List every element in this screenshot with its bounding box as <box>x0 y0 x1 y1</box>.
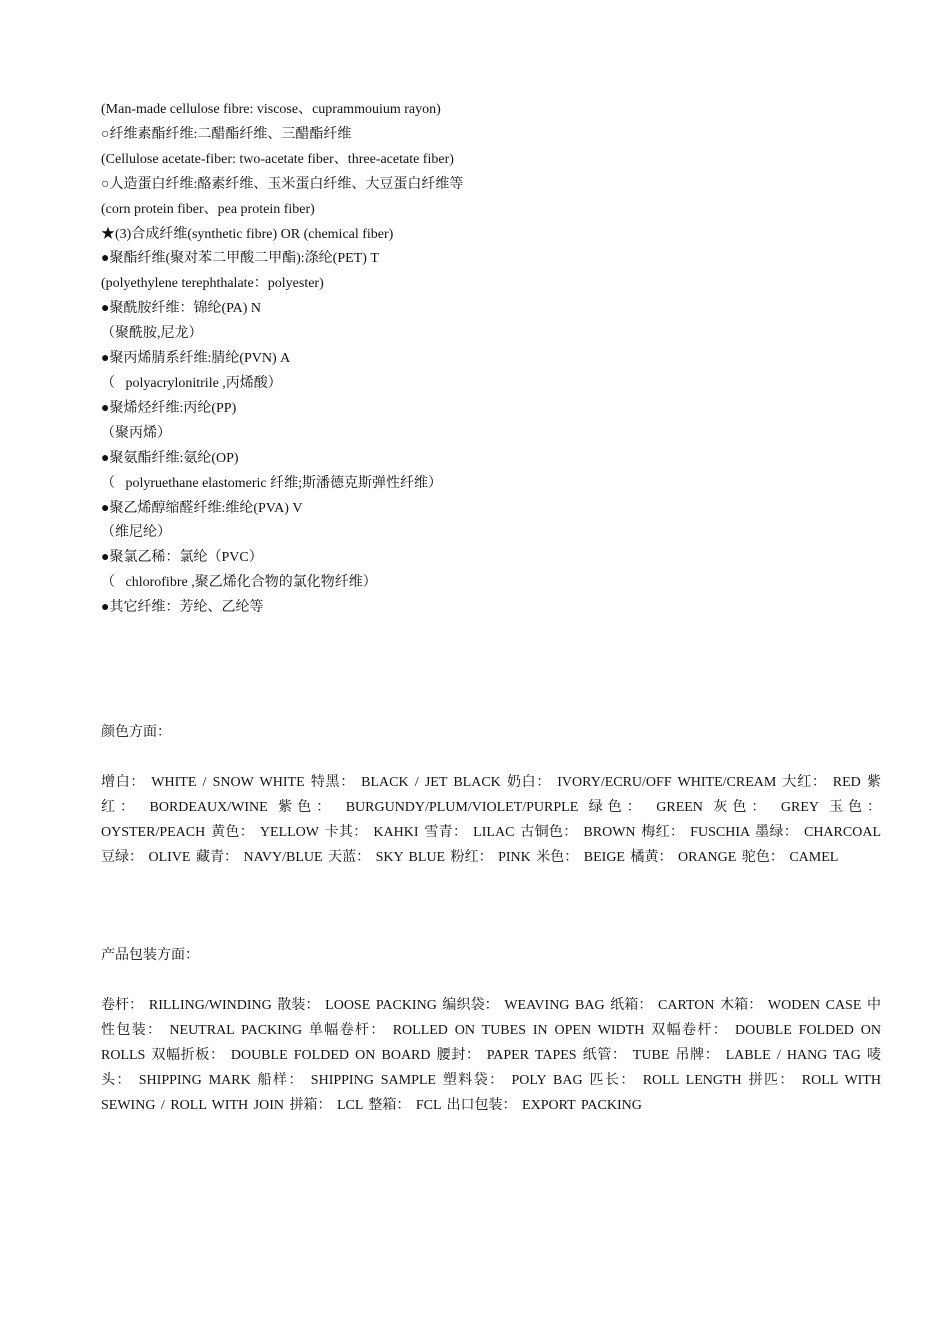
fibre-line: （ polyruethane elastomeric 纤维;斯潘德克斯弹性纤维） <box>101 475 442 491</box>
fibre-line: ●聚丙烯腈系纤维:腈纶(PVN) A <box>101 351 291 367</box>
fibre-line: （ polyacrylonitrile ,丙烯酸） <box>101 375 282 391</box>
fibre-line: ●聚氯乙稀：氯纶（PVC） <box>101 550 263 566</box>
fibre-line: (Cellulose acetate-fiber: two-acetate fiber、three-acetate fiber) <box>101 151 454 167</box>
document-page <box>101 98 881 1119</box>
blank-line <box>101 746 881 771</box>
colors-section <box>101 721 881 870</box>
fibre-line: ○人造蛋白纤维:酪素纤维、玉米蛋白纤维、大豆蛋白纤维等 <box>101 176 464 192</box>
section-gap <box>101 621 881 721</box>
packing-heading: 产品包装方面： <box>101 948 199 964</box>
fibre-line: ●聚酯纤维(聚对苯二甲酸二甲酯):涤纶(PET) T <box>101 251 379 267</box>
packing-paragraph: 卷杆： RILLING/WINDING 散装： LOOSE PACKING 编织袋： WEAVING BAG 纸箱： CARTON 木箱： WODEN CASE 中性包装： NEUTRAL PACKING 单幅卷杆： ROLLED ON TUBES IN OPEN WIDTH 双幅卷杆： DOUBLE FOLDED ON ROLLS 双幅折板： DOUBLE FOLDED ON BOARD 腰封： PAPER TAPES 纸管： TUBE 吊牌： LABLE / HANG TAG 唛头： SHIPPING MARK 船样： SHIPPING SAMPLE 塑料袋： POLY BAG 匹长： ROLL LENGTH 拼匹： ROLL WITH SEWING / ROLL WITH JOIN 拼箱： LCL 整箱： FCL 出口包装： EXPORT PACKING <box>101 998 881 1113</box>
fibre-line: ●聚氨酯纤维:氨纶(OP) <box>101 450 239 466</box>
fibre-line: ●聚乙烯醇缩醛纤维:维纶(PVA) V <box>101 500 303 516</box>
fibre-line: (corn protein fiber、pea protein fiber) <box>101 201 315 217</box>
fibre-line: ○纤维素酯纤维:二醋酯纤维、三醋酯纤维 <box>101 126 352 142</box>
blank-line <box>101 969 881 994</box>
fibre-line: ●聚烯烃纤维:丙纶(PP) <box>101 400 237 416</box>
packing-section <box>101 944 881 1118</box>
fibre-line: （聚丙烯） <box>101 425 171 441</box>
fibre-line: ●其它纤维：芳纶、乙纶等 <box>101 600 264 616</box>
fibre-list <box>101 98 881 621</box>
colors-heading: 颜色方面： <box>101 725 171 741</box>
fibre-line: (polyethylene terephthalate：polyester) <box>101 276 324 292</box>
fibre-line: ●聚酰胺纤维：锦纶(PA) N <box>101 301 262 317</box>
fibre-line: （维尼纶） <box>101 525 171 541</box>
fibre-line: ★(3)合成纤维(synthetic fibre) OR (chemical fiber) <box>101 226 394 242</box>
fibre-line: （聚酰胺,尼龙） <box>101 326 203 342</box>
fibre-line: (Man-made cellulose fibre: viscose、cuprammouium rayon) <box>101 102 441 117</box>
colors-paragraph: 增白： WHITE / SNOW WHITE 特黑： BLACK / JET BLACK 奶白： IVORY/ECRU/OFF WHITE/CREAM 大红： RED 紫红： BORDEAUX/WINE 紫色： BURGUNDY/PLUM/VIOLET/PURPLE 绿色： GREEN 灰色： GREY 玉色： OYSTER/PEACH 黄色： YELLOW 卡其： KAHKI 雪青： LILAC 古铜色： BROWN 梅红： FUSCHIA 墨绿： CHARCOAL 豆绿： OLIVE 藏青： NAVY/BLUE 天蓝： SKY BLUE 粉红： PINK 米色： BEIGE 橘黄： ORANGE 驼色： CAMEL <box>101 774 881 865</box>
fibre-line: （ chlorofibre ,聚乙烯化合物的氯化物纤维） <box>101 575 377 591</box>
section-gap <box>101 870 881 944</box>
